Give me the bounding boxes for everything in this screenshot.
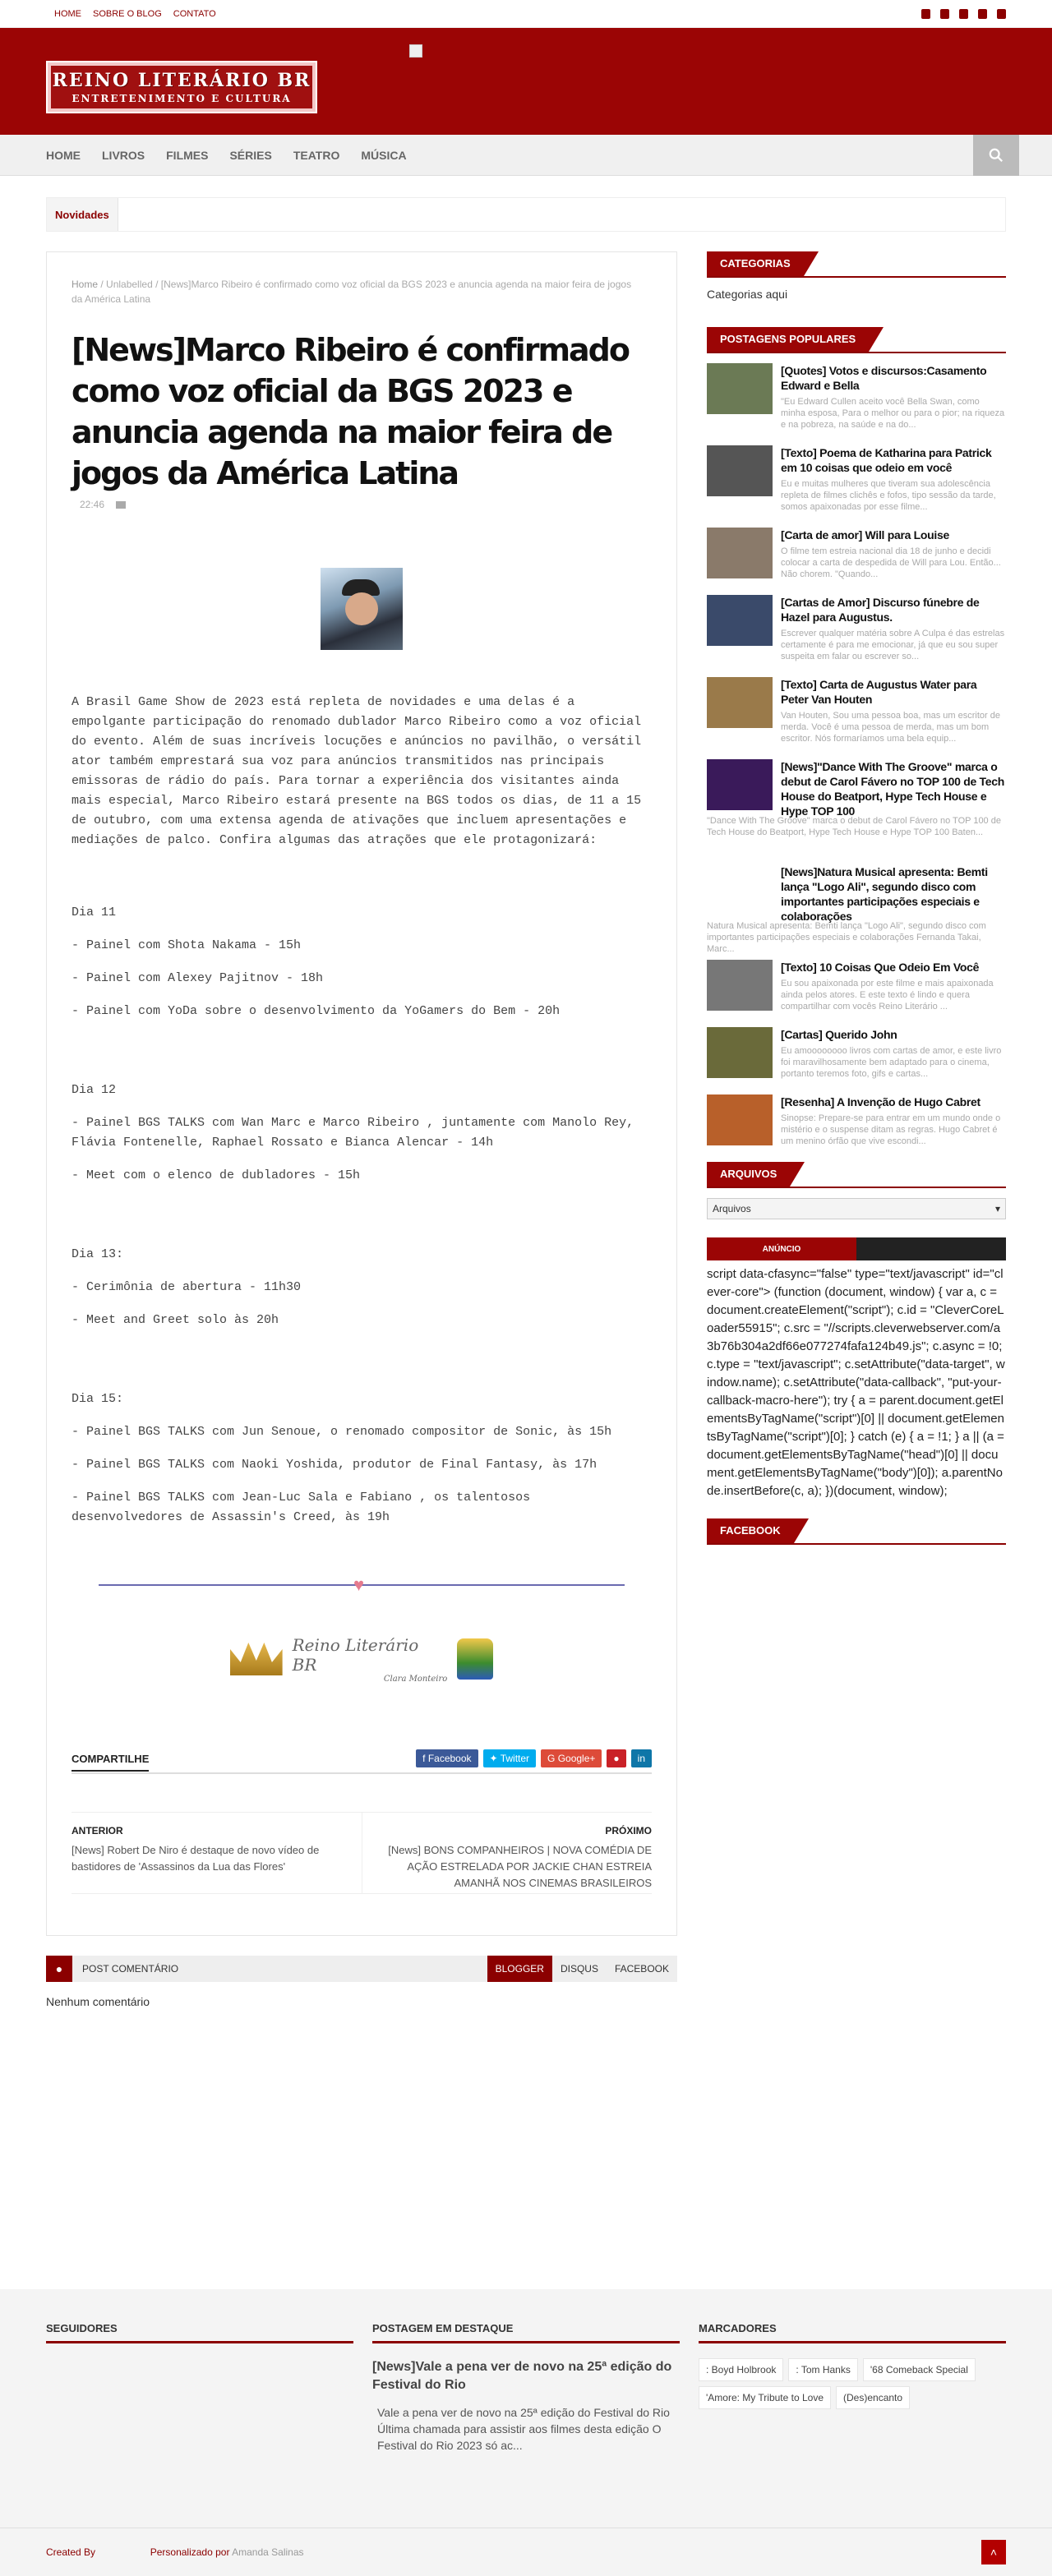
popular-posts-list	[707, 363, 1006, 1147]
popular-post-thumbnail[interactable]	[707, 677, 773, 728]
popular-post-thumbnail[interactable]	[707, 759, 773, 810]
post-meta	[72, 499, 652, 510]
tag-item[interactable]: : Boyd Holbrook	[699, 2358, 783, 2381]
featured-post-snippet: Vale a pena ver de novo na 25ª edição do Festival do Rio Última chamada para assistir aos filmes desta edição O Festival do Rio 2023 só ac...	[377, 2406, 670, 2452]
breadcrumb-separator: /	[152, 279, 161, 290]
popular-post-title[interactable]: [Cartas de Amor] Discurso fúnebre de Hazel para Augustus.	[781, 596, 980, 624]
categories-widget-title	[707, 251, 1006, 278]
schedule-item: - Painel com Alexey Pajitnov - 18h	[72, 971, 324, 985]
post-body	[72, 693, 647, 1528]
schedule-item: - Painel BGS TALKS com Naoki Yoshida, produtor de Final Fantasy, às 17h	[72, 1458, 598, 1472]
popular-post-item[interactable]	[707, 1094, 1006, 1147]
breadcrumb-category[interactable]: Unlabelled	[106, 279, 153, 290]
popular-post-thumbnail[interactable]	[707, 1094, 773, 1145]
popular-post-thumbnail[interactable]	[707, 960, 773, 1011]
nav-home[interactable]: HOME	[46, 148, 81, 162]
share-facebook-button[interactable]: f Facebook	[416, 1749, 478, 1767]
popular-post-snippet: Eu e muitas mulheres que tiveram sua adolescência repleta de filmes clichês e fofos, tipo sessão da tarde, somos apaixonadas por esse filme...	[781, 479, 996, 512]
breadcrumb-separator: /	[98, 279, 107, 290]
tab-blogger[interactable]: BLOGGER	[487, 1956, 552, 1982]
day-heading: Dia 11	[72, 906, 117, 919]
footer-followers	[46, 2322, 353, 2343]
chevron-down-icon: ▾	[994, 1203, 1000, 1214]
nav-teatro[interactable]: TEATRO	[293, 148, 340, 162]
popular-post-item[interactable]	[707, 528, 1006, 580]
schedule-item: - Painel com Shota Nakama - 15h	[72, 938, 302, 952]
popular-post-thumbnail[interactable]	[707, 595, 773, 646]
footer-tags	[699, 2322, 1006, 2409]
footer	[0, 2289, 1052, 2528]
previous-label: ANTERIOR	[72, 1825, 123, 1836]
popular-post-snippet: Eu sou apaixonada por este filme e mais apaixonada ainda pelos atores. E este texto é lindo e quera compartilhar com vocês Reino Literário ...	[781, 979, 994, 1012]
nav-livros[interactable]: LIVROS	[102, 148, 145, 162]
schedule-item: - Meet and Greet solo às 20h	[72, 1313, 279, 1327]
popular-post-title[interactable]: [Cartas] Querido John	[781, 1028, 897, 1041]
popular-post-thumbnail[interactable]	[707, 864, 773, 876]
credits-author[interactable]: Amanda Salinas	[232, 2546, 304, 2558]
social-links	[921, 9, 1006, 19]
day-heading: Dia 13:	[72, 1247, 124, 1261]
popular-post-item[interactable]	[707, 445, 1006, 513]
logo-title: REINO LITERÁRIO BR	[52, 70, 311, 91]
news-ticker	[46, 197, 1006, 232]
post-navigation	[72, 1812, 652, 1894]
popular-post-thumbnail[interactable]	[707, 528, 773, 578]
previous-title: [News] Robert De Niro é destaque de novo vídeo de bastidores de 'Assassinos da Lua das Flores'	[72, 1844, 320, 1873]
top-nav-home[interactable]: HOME	[54, 8, 81, 19]
back-to-top-button[interactable]	[981, 2540, 1006, 2564]
tab-disqus[interactable]: DISQUS	[560, 1963, 598, 1975]
popular-post-snippet: "Dance With The Groove" marca o debut de Carol Fávero no TOP 100 de Tech House do Beatport, Hype Tech House e Hype TOP 100 Baten...	[707, 816, 1001, 837]
footer-featured	[372, 2322, 680, 2454]
popular-post-title[interactable]: [News]Natura Musical apresenta: Bemti lança "Logo Ali", segundo disco com importantes participações especiais e colaborações	[781, 865, 988, 923]
popular-post-snippet: Van Houten, Sou uma pessoa boa, mas um escritor de merda. Você é uma pessoa de merda, mas um bom escritor. Nós formaríamos uma bela equip...	[781, 711, 1000, 744]
share-linkedin-button[interactable]: in	[631, 1749, 652, 1767]
post-card	[46, 251, 677, 1936]
tags-title: MARCADORES	[699, 2322, 1006, 2343]
broken-image-icon	[409, 44, 422, 58]
bottom-bar	[0, 2528, 1052, 2576]
share-twitter-button[interactable]: ✦ Twitter	[483, 1749, 537, 1767]
next-post-link[interactable]	[362, 1813, 652, 1893]
instagram-icon[interactable]	[997, 9, 1006, 19]
popular-post-item[interactable]	[707, 960, 1006, 1012]
crown-icon	[230, 1643, 283, 1675]
site-logo[interactable]	[46, 61, 317, 113]
popular-post-title[interactable]: [News]"Dance With The Groove" marca o debut de Carol Fávero no TOP 100 de Tech House do Beatport, Hype Tech House e Hype TOP 100	[781, 760, 1004, 818]
heart-icon: ♥	[353, 1574, 365, 1595]
popular-post-item[interactable]	[707, 1027, 1006, 1080]
archive-select[interactable]	[707, 1198, 1006, 1219]
share-google-label: Google+	[557, 1753, 596, 1764]
schedule-item: - Painel com YoDa sobre o desenvolvimento da YoGamers do Bem - 20h	[72, 1004, 561, 1018]
facebook-widget-title	[707, 1518, 1006, 1545]
popular-post-item[interactable]	[707, 759, 1006, 837]
day-heading: Dia 15:	[72, 1392, 124, 1406]
share-label: COMPARTILHE	[72, 1753, 149, 1772]
popular-post-title[interactable]: [Resenha] A Invenção de Hugo Cabret	[781, 1095, 980, 1108]
popular-post-item[interactable]	[707, 595, 1006, 662]
chevron-up-icon: ˄	[990, 2546, 998, 2559]
post-title: [News]Marco Ribeiro é confirmado como voz oficial da BGS 2023 e anuncia agenda na maior feira de jogos da América Latina	[72, 332, 629, 491]
tag-item[interactable]: 'Amore: My Tribute to Love	[699, 2386, 831, 2409]
categories-title: CATEGORIAS	[707, 251, 804, 276]
schedule-item: - Painel BGS TALKS com Jun Senoue, o renomado compositor de Sonic, às 15h	[72, 1425, 612, 1439]
popular-post-snippet: Natura Musical apresenta: Bemti lança "Logo Ali", segundo disco com importantes participações especiais e colaborações Fernanda Takai, Marc...	[707, 921, 986, 954]
ad-code-text: script data-cfasync="false" type="text/javascript" id="clever-core"> (function (document, window) { var a, c = document.createElement("script"); c.id = "CleverCoreLoader55915"; c.src = "//scripts.cleverwebserver.com/a3b76b304a2df66e077274fafa124b49.js"; c.async = !0; c.type = "text/javascript"; c.setAttribute("data-target", window.name); c.setAttribute("data-callback", "put-your-callback-macro-here"); try { a = parent.document.getElementsByTagName("script")[0] || document.getElementsByTagName("script")[0]; } catch (e) { a = !1; } a || (a = document.getElementsByTagName("head")[0] || document.getElementsByTagName("body")[0]); a.parentNode.insertBefore(c, a); })(document, window);	[707, 1267, 1005, 1498]
popular-post-title[interactable]: [Texto] 10 Coisas Que Odeio Em Você	[781, 961, 980, 974]
popular-post-title[interactable]: [Texto] Carta de Augustus Water para Peter Van Houten	[781, 678, 977, 706]
featured-title: POSTAGEM EM DESTAQUE	[372, 2322, 680, 2343]
next-label: PRÓXIMO	[605, 1825, 652, 1836]
featured-post-title[interactable]: [News]Vale a pena ver de novo na 25ª edição do Festival do Rio	[372, 2360, 672, 2392]
personalized-label: Personalizado por	[150, 2546, 230, 2558]
site-header	[0, 28, 1052, 135]
ad-header	[707, 1237, 1006, 1260]
no-comments-text: Nenhum comentário	[46, 1995, 150, 2008]
popular-post-item[interactable]	[707, 864, 1006, 954]
comments-header	[46, 1956, 677, 1982]
followers-title: SEGUIDORES	[46, 2322, 353, 2343]
folder-icon	[116, 501, 126, 509]
popular-post-snippet: "Eu Edward Cullen aceito você Bella Swan, como minha esposa, Para o melhor ou para o pior; na riqueza e na pobreza, na saúde e na do...	[781, 397, 1005, 430]
nav-musica[interactable]: MÚSICA	[361, 148, 407, 162]
popular-post-snippet: Eu amoooooooo livros com cartas de amor, e este livro foi maravilhosamente bem adaptado para o cinema, portanto teremos foto, gifs e cartas...	[781, 1046, 1002, 1079]
search-icon	[989, 148, 1004, 163]
schedule-item: - Painel BGS TALKS com Wan Marc e Marco Ribeiro , juntamente com Manolo Rey, Flávia Fontenelle, Raphael Rossato e Bianca Alencar - 14h	[72, 1116, 634, 1150]
tag-item[interactable]: (Des)encanto	[836, 2386, 910, 2409]
share-twitter-label: Twitter	[500, 1753, 530, 1764]
top-nav	[54, 9, 216, 19]
youtube-icon[interactable]	[959, 9, 968, 19]
post-intro: A Brasil Game Show de 2023 está repleta de novidades e uma delas é a empolgante participação do renomado dublador Marco Ribeiro como a voz oficial do evento. Além de suas incríveis locuções e anúncios no pavilhão, o versátil ator também emprestará sua voz para anúncios transmitidos nas principais emissoras de rádio do país. Para tornar a experiência dos visitantes ainda mais especial, Marco Ribeiro estará presente na BGS todos os dias, de 11 a 15 de outubro, com uma extensa agenda de ativações que incluem apresentações e mediações de palco. Confira algumas das atrações que ele protagonizará:	[72, 695, 642, 847]
popular-post-item[interactable]	[707, 363, 1006, 431]
comment-icon: ●	[46, 1956, 72, 1982]
share-google-button[interactable]: G Google+	[541, 1749, 602, 1767]
popular-post-thumbnail[interactable]	[707, 363, 773, 414]
previous-post-link[interactable]	[72, 1813, 362, 1893]
schedule-item: - Cerimônia de abertura - 11h30	[72, 1280, 302, 1294]
top-nav-about[interactable]: SOBRE O BLOG	[93, 8, 162, 19]
popular-title: POSTAGENS POPULARES	[707, 327, 869, 352]
nav-filmes[interactable]: FILMES	[166, 148, 209, 162]
top-bar	[0, 0, 1052, 28]
top-nav-contact[interactable]: CONTATO	[173, 8, 216, 19]
popular-widget-title	[707, 327, 1006, 353]
popular-post-snippet: Escrever qualquer matéria sobre A Culpa é das estrelas certamente é para me emocionar, já que eu sou super suspeita em falar ou escrever so...	[781, 629, 1005, 661]
mascot-icon	[457, 1638, 493, 1680]
share-facebook-label: Facebook	[427, 1753, 472, 1764]
share-pinterest-button[interactable]: ●	[607, 1749, 625, 1767]
logo-subtitle: ENTRETENIMENTO E CULTURA	[72, 93, 292, 104]
main-nav	[0, 135, 1052, 176]
nav-series[interactable]: SÉRIES	[229, 148, 272, 162]
archive-widget-title	[707, 1162, 1006, 1188]
comments-label: POST COMENTÁRIO	[82, 1963, 179, 1975]
day-heading: Dia 12	[72, 1083, 117, 1097]
breadcrumb-current: [News]Marco Ribeiro é confirmado como voz oficial da BGS 2023 e anuncia agenda na maior feira de jogos da América Latina	[72, 279, 632, 305]
sidebar	[707, 251, 1006, 1555]
blog-signature	[230, 1634, 493, 1684]
facebook-title: FACEBOOK	[707, 1518, 794, 1543]
created-by-label: Created By	[46, 2546, 96, 2558]
popular-post-snippet: O filme tem estreia nacional dia 18 de junho e decidi colocar a carta de despedida de Will para Lou. Então... Não chorem. "Quando...	[781, 546, 1001, 579]
search-button[interactable]	[973, 135, 1019, 176]
popular-post-item[interactable]	[707, 677, 1006, 744]
facebook-icon[interactable]	[921, 9, 930, 19]
signature-text: Reino Literário BR	[292, 1634, 419, 1675]
credits	[46, 2546, 304, 2558]
breadcrumb	[72, 277, 639, 306]
breadcrumb-home[interactable]: Home	[72, 279, 99, 290]
signature-sub: Clara Monteiro	[383, 1674, 448, 1684]
popular-post-thumbnail[interactable]	[707, 445, 773, 496]
popular-post-snippet: Sinopse: Prepare-se para entrar em um mundo onde o mistério e o suspense ditam as regras. Hugo Cabret é um menino órfão que vive escondi...	[781, 1113, 1001, 1146]
popular-post-title[interactable]: [Texto] Poema de Katharina para Patrick em 10 coisas que odeio em você	[781, 446, 992, 474]
author-photo	[321, 568, 403, 650]
tag-item[interactable]: '68 Comeback Special	[863, 2358, 976, 2381]
twitter-icon[interactable]	[940, 9, 949, 19]
blogger-icon[interactable]	[978, 9, 987, 19]
schedule-item: - Painel BGS TALKS com Jean-Luc Sala e Fabiano , os talentosos desenvolvedores de Assassin's Creed, às 19h	[72, 1491, 531, 1524]
heart-divider	[99, 1574, 625, 1595]
tab-facebook[interactable]: FACEBOOK	[614, 1963, 669, 1975]
schedule-item: - Meet com o elenco de dubladores - 15h	[72, 1168, 361, 1182]
share-row	[72, 1749, 652, 1774]
ticker-label: Novidades	[47, 198, 118, 231]
archive-select-value: Arquivos	[713, 1203, 751, 1214]
next-title: [News] BONS COMPANHEIROS | NOVA COMÉDIA DE AÇÃO ESTRELADA POR JACKIE CHAN ESTREIA AMANHÃ NOS CINEMAS BRASILEIROS	[388, 1844, 652, 1889]
categories-text: Categorias aqui	[707, 288, 788, 301]
ad-label: ANÚNCIO	[707, 1237, 856, 1260]
archive-title: ARQUIVOS	[707, 1162, 790, 1187]
post-time: 22:46	[80, 499, 105, 510]
popular-post-thumbnail[interactable]	[707, 1027, 773, 1078]
popular-post-title[interactable]: [Carta de amor] Will para Louise	[781, 528, 949, 541]
tag-item[interactable]: : Tom Hanks	[788, 2358, 857, 2381]
popular-post-title[interactable]: [Quotes] Votos e discursos:Casamento Edward e Bella	[781, 364, 987, 392]
